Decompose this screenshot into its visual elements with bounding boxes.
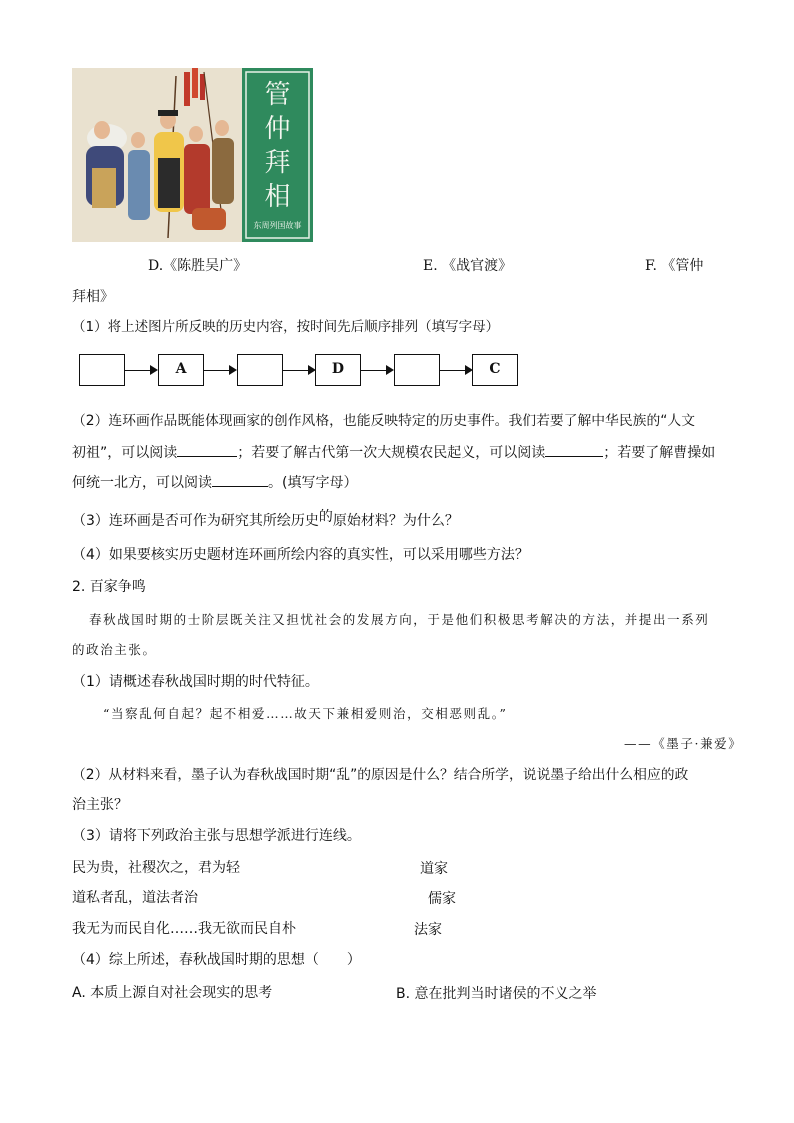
- caption-d: D.《陈胜吴广》: [148, 258, 248, 274]
- sub-question-4: （4）综上所述，春秋战国时期的思想（ ）: [72, 952, 361, 968]
- caption-f: F. 《管仲: [645, 258, 704, 274]
- answer-blank[interactable]: [177, 442, 237, 457]
- sub-question-1: （1）请概述春秋战国时期的时代特征。: [72, 674, 319, 690]
- sequence-box-1: [79, 354, 125, 386]
- cover-series-label: 东周列国故事: [253, 221, 302, 230]
- section-2-heading: 2. 百家争鸣: [72, 579, 146, 595]
- school-1: 道家: [420, 861, 448, 877]
- claim-2: 道私者乱，道法者治: [72, 890, 198, 906]
- section-2-intro-1: 春秋战国时期的士阶层既关注又担忧社会的发展方向，于是他们积极思考解决的方法，并提出一系列: [89, 612, 710, 627]
- sequence-box-5: [394, 354, 440, 386]
- question-3: （3）连环画是否可作为研究其所绘历史的原始材料？为什么？: [72, 509, 459, 529]
- claim-1: 民为贵，社稷次之，君为轻: [72, 860, 240, 876]
- sequence-box-4: D: [315, 354, 361, 386]
- sub-question-2-line-1: （2）从材料来看，墨子认为春秋战国时期“乱”的原因是什么？结合所学，说说墨子给出什么相应的政: [72, 767, 689, 783]
- sub-question-3: （3）请将下列政治主张与思想学派进行连线。: [72, 828, 361, 844]
- school-2: 儒家: [428, 891, 456, 907]
- sub-question-2-line-2: 治主张？: [72, 797, 128, 813]
- cover-title: [242, 78, 313, 214]
- question-2-line-3: 何统一北方，可以阅读 。(填写字母）: [72, 472, 357, 493]
- question-1: （1）将上述图片所反映的历史内容，按时间先后顺序排列（填写字母）: [72, 319, 500, 335]
- section-2-intro-2: 的政治主张。: [72, 642, 157, 657]
- option-b[interactable]: B. 意在批判当时诸侯的不义之举: [396, 986, 597, 1002]
- cover-title-char: 拜: [264, 148, 291, 178]
- question-2-line-1: （2）连环画作品既能体现画家的创作风格，也能反映特定的历史事件。我们若要了解中华民族的“人文: [72, 413, 695, 429]
- mozi-quote: “当察乱何自起？起不相爱……故天下兼相爱则治，交相恶则乱。”: [103, 706, 508, 721]
- quote-source: ——《墨子·兼爱》: [624, 736, 743, 751]
- cover-title-char: 相: [264, 182, 291, 212]
- question-2-line-2: 初祖”，可以阅读 ；若要了解古代第一次大规模农民起义，可以阅读 ；若要了解曹操如: [72, 442, 715, 463]
- option-a[interactable]: A. 本质上源自对社会现实的思考: [72, 985, 273, 1001]
- caption-e: E. 《战官渡》: [423, 258, 513, 274]
- comic-cover-image: [72, 68, 313, 242]
- claim-3: 我无为而民自化……我无欲而民自朴: [72, 921, 296, 937]
- sequence-box-6: C: [472, 354, 518, 386]
- cover-title-char: 管: [264, 80, 291, 110]
- answer-blank[interactable]: [545, 442, 603, 457]
- school-3: 法家: [414, 922, 442, 938]
- answer-blank[interactable]: [212, 472, 268, 487]
- question-4: （4）如果要核实历史题材连环画所绘内容的真实性，可以采用哪些方法？: [72, 547, 529, 563]
- caption-f-continued: 拜相》: [72, 289, 114, 305]
- sequence-box-2: A: [158, 354, 204, 386]
- sequence-box-3: [237, 354, 283, 386]
- cover-title-char: 仲: [264, 114, 291, 144]
